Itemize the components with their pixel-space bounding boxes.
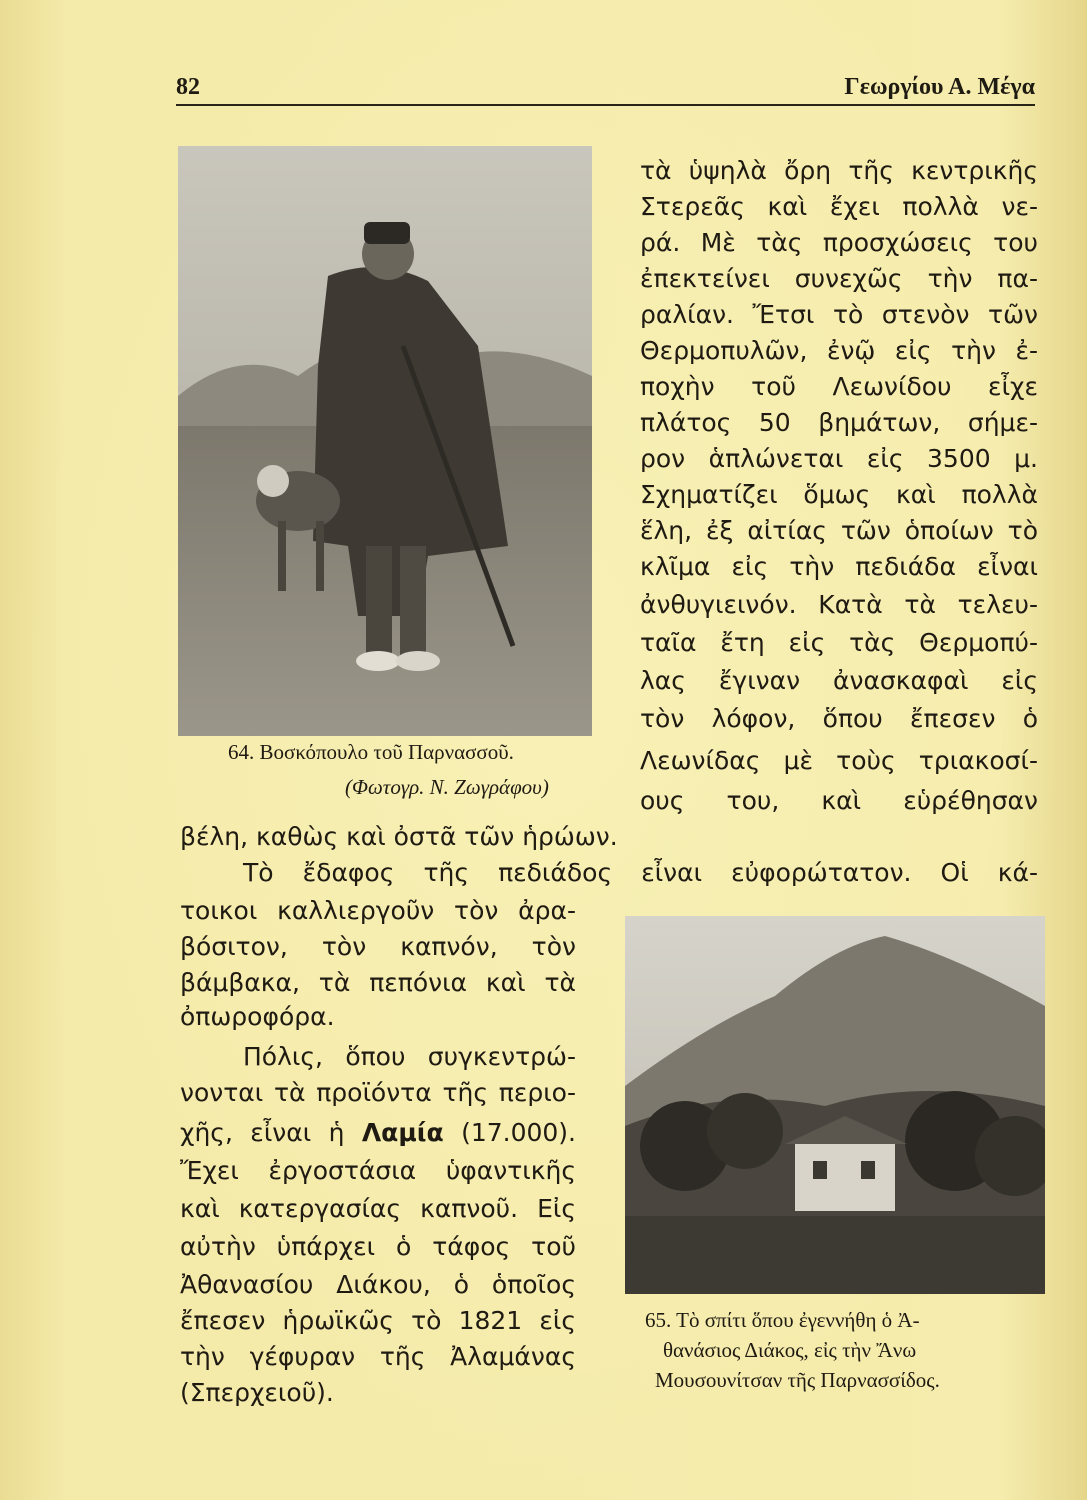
text-line: τὰ ὑψηλὰ ὄρη τῆς κεντρικῆς [640,156,1038,185]
text-line: Ἀθανασίου Διάκου, ὁ ὁποῖος [180,1270,576,1299]
text-line: ἀνθυγιεινόν. Κατὰ τὰ τελευ- [640,590,1038,619]
text-line: ρά. Μὲ τὰς προσχώσεις του [640,228,1038,257]
shepherd-boy-photo [178,146,592,736]
text-line: βάμβακα, τὰ πεπόνια καὶ τὰ [180,968,576,997]
figure-1-credit: (Φωτογρ. Ν. Ζωγράφου) [345,775,549,799]
text-line: ρον ἁπλώνεται εἰς 3500 μ. [640,444,1038,473]
text-line: Στερεᾶς καὶ ἔχει πολλὰ νε- [640,192,1038,221]
text-line: Σχηματίζει ὅμως καὶ πολλὰ [640,480,1038,509]
running-title: Γεωργίου Α. Μέγα [844,74,1035,100]
text-line: βέλη, καθὼς καὶ ὀστᾶ τῶν ἡρώων. [180,822,618,851]
text-line: ἔπεσεν ἡρωϊκῶς τὸ 1821 εἰς [180,1306,576,1335]
text-line: τὸν λόφον, ὅπου ἔπεσεν ὁ [640,704,1038,733]
text-span: (17.000). [443,1118,576,1147]
text-line: (Σπερχειοῦ). [180,1378,334,1407]
text-line: ους του, καὶ εὑρέθησαν [640,786,1038,815]
text-line: πλάτος 50 βημάτων, σήμε- [640,408,1038,437]
text-line: Πόλις, ὅπου συγκεντρώ- [243,1042,576,1071]
text-line: ἕλη, ἐξ αἰτίας τῶν ὁποίων τὸ [640,516,1038,545]
text-line: βόσιτον, τὸν καπνόν, τὸν [180,932,576,961]
figure-2-caption-line-2: θανάσιος Διάκος, εἰς τὴν Ἄνω [663,1338,917,1362]
text-line: Ἔχει ἐργοστάσια ὑφαντικῆς [180,1156,576,1185]
text-line: ὀπωροφόρα. [180,1002,335,1031]
text-line: Λεωνίδας μὲ τοὺς τριακοσί- [640,746,1038,775]
page-number: 82 [176,74,200,100]
text-line: νονται τὰ προϊόντα τῆς περιο- [180,1078,576,1107]
figure-1-caption: 64. Βοσκόπουλο τοῦ Παρνασσοῦ. [228,740,514,764]
text-line: ποχὴν τοῦ Λεωνίδου εἶχε [640,372,1038,401]
city-name-lamia: Λαμία [361,1118,444,1147]
text-line: τὴν γέφυραν τῆς Ἀλαμάνας [180,1342,576,1371]
text-line: Θερμοπυλῶν, ἐνῷ εἰς τὴν ἐ- [640,336,1038,365]
text-line: κλῖμα εἰς τὴν πεδιάδα εἶναι [640,552,1038,581]
text-span: χῆς, εἶναι ἡ [180,1118,362,1147]
text-line: Τὸ ἔδαφος τῆς πεδιάδος εἶναι εὐφορώτατον. Οἱ κά- [243,858,1038,887]
text-line: ταῖα ἔτη εἰς τὰς Θερμοπύ- [640,628,1038,657]
figure-2-caption-line-3: Μουσουνίτσαν τῆς Παρνασσίδος. [655,1368,940,1392]
running-header [176,72,1035,106]
text-line: αὐτὴν ὑπάρχει ὁ τάφος τοῦ [180,1232,576,1261]
figure-2-caption-line-1: 65. Τὸ σπίτι ὅπου ἐγεννήθη ὁ Ἀ- [645,1308,920,1332]
text-line: ραλίαν. Ἔτσι τὸ στενὸν τῶν [640,300,1038,329]
text-line: τοικοι καλλιεργοῦν τὸν ἀρα- [180,896,576,925]
text-line: ἐπεκτείνει συνεχῶς τὴν πα- [640,264,1038,293]
text-line: καὶ κατεργασίας καπνοῦ. Εἰς [180,1194,576,1223]
text-line-lamia [180,1116,576,1150]
text-line: λας ἔγιναν ἀνασκαφαὶ εἰς [640,666,1038,695]
diakos-house-photo [625,916,1045,1294]
